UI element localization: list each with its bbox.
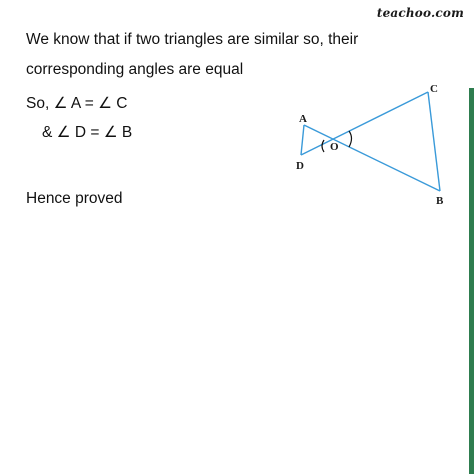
segment-ab <box>304 125 440 191</box>
angle-arc-left <box>322 140 324 152</box>
label-a: A <box>299 113 307 125</box>
label-d: D <box>296 160 304 172</box>
segment-cb <box>428 92 440 191</box>
accent-bar <box>469 88 474 474</box>
segment-dc <box>301 92 428 155</box>
teachoo-watermark: teachoo.com <box>376 6 464 20</box>
text-line-3: So, ∠ A = ∠ C <box>26 95 128 112</box>
label-c: C <box>430 83 438 95</box>
segment-ad <box>301 125 304 155</box>
text-line-1: We know that if two triangles are similar so, their <box>26 31 359 48</box>
label-b: B <box>436 195 444 207</box>
text-line-5: Hence proved <box>26 190 123 207</box>
angle-arc-right <box>349 131 352 147</box>
triangle-diagram <box>290 78 460 210</box>
text-line-2: corresponding angles are equal <box>26 61 244 78</box>
label-o: O <box>330 141 339 153</box>
text-line-4: & ∠ D = ∠ B <box>42 124 133 141</box>
triangle-diagram-svg <box>290 78 460 210</box>
